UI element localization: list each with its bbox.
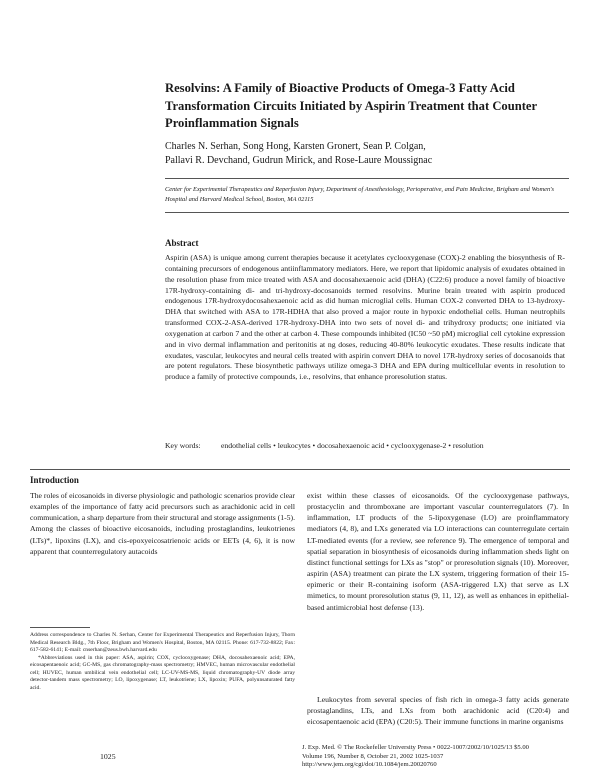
correspondence-footnote: Address correspondence to Charles N. Serhan, Center for Experimental Therapeutics and Reperfusion Injury, Thorn Medical Research Bldg., 7th Floor, Brigham and Women's Hospital, Boston, MA 02115. Phone: 617-732-8822; Fax: 617-582-6141; E-mail: cnserhan@zeus.bwh.harvard.edu: [30, 632, 295, 653]
abstract-heading: Abstract: [165, 238, 199, 248]
authors-line-1: Charles N. Serhan, Song Hong, Karsten Gronert, Sean P. Colgan,: [165, 141, 426, 152]
keywords: [165, 441, 565, 452]
introduction-left-column: The roles of eicosanoids in diverse physiologic and pathologic scenarios provide clear examples of the importance of fatty acid precursors such as arachidonic acid in cell communication, a sharp departure from their structural and storage assignments (1-5). Among the classes of bioactive eicosanoids, including prostaglandins, leukotrienes (LTs)*, lipoxins (LX), and cis-epoxyeicosatrienoic acids or EETs (4, 6), it is now apparent that counterregulatory autacoids: [30, 491, 295, 556]
introduction-heading: Introduction: [30, 475, 79, 485]
citation-line-2: Volume 196, Number 8, October 21, 2002 1025-1037: [302, 752, 444, 760]
introduction-right-column-paragraph-2: Leukocytes from several species of fish rich in omega-3 fatty acids generate prostaglandins, LTs, and LXs from both arachidonic acid (C20:4) and eicosapentaenoic acid (EPA) (C20:5). Their immune functions in marine organisms: [307, 695, 569, 727]
section-divider: [30, 469, 570, 470]
citation-line-1: J. Exp. Med. © The Rockefeller University Press • 0022-1007/2002/10/1025/13 $5.00: [302, 744, 529, 751]
keywords-label: Key words:: [165, 441, 201, 450]
introduction-right-column: exist within these classes of eicosanoids. Of the cyclooxygenase pathways, prostacyclin and thromboxane are important vascular counterregulators (7). In inflammation, LT products of the 5-lipoxygenase (LO) are proinflammatory mediators (4, 8), and LXs generated via LO interactions can counterregulate certain LT-mediated events (for a review, see reference 9). The emergence of temporal and spatial separation in biosynthesis of eicosanoids during inflammation sheds light on distinct functional settings for LXs as "stop" or proresolution signals (10). Moreover, aspirin (ASA) treatment can pirate the LX system, triggering formation of their 15-epimeric or their R-containing isoform (ASA-triggered LX) that serve as LX mimetics, to mount proresolution status (9, 11, 12), as well as enhances in epithelial-based antimicrobial host defense (13).: [307, 491, 569, 612]
abbreviations-footnote: *Abbreviations used in this paper: ASA, aspirin; COX, cyclooxygenase; DHA, docosahexaenoic acid; EPA, eicosapentaenoic acid; GC-MS, gas chromatography-mass spectrometry; HMVEC, human microvascular endothelial cell; HUVEC, human umbilical vein endothelial cell; LC-UV-MS-MS, liquid chromatography-UV diode array detector-tandem mass spectrometry; LO, lipoxygenase; LT, leukotriene; LX, lipoxin; PUFA, polyunsaturated fatty acid.: [30, 654, 295, 691]
footnotes: [30, 632, 295, 692]
affiliation-top-rule: [165, 178, 569, 179]
affiliation: Center for Experimental Therapeutics and Reperfusion Injury, Department of Anesthesiology, Perioperative, and Pain Medicine, Brigham and Women's Hospital and Harvard Medical School, Boston, MA 02115: [165, 186, 555, 203]
paper-title: Resolvins: A Family of Bioactive Products of Omega-3 Fatty Acid Transformation Circuits Initiated by Aspirin Treatment that Counter Proinflammation Signals: [165, 81, 537, 130]
abstract-text: Aspirin (ASA) is unique among current therapies because it acetylates cyclooxygenase (COX)-2 enabling the biosynthesis of R-containing precursors of endogenous antiinflammatory mediators. Here, we report that lipidomic analysis of exudates obtained in the resolution phase from mice treated with ASA and docosahexaenoic acid (DHA) (C22:6) produce a novel family of bioactive 17R-hydroxy-containing di- and tri-hydroxy-docosanoids termed resolvins. Murine brain treated with aspirin produced endogenous 17R-hydroxydocosahexaenoic acid as did human microglial cells. Human COX-2 converted DHA to 13-hydroxy-DHA that switched with ASA to 17R-HDHA that also proved a major route in hypoxic endothelial cells. Human neutrophils transformed COX-2-ASA-derived 17R-hydroxy-DHA into two sets of novel di- and trihydroxy products; one initiated via oxygenation at carbon 7 and the other at carbon 4. These compounds inhibited (IC50 ~50 pM) microglial cell cytokine expression and in vivo dermal inflammation and peritonitis at ng doses, reducing 40-80% leukocytic exudates. These results indicate that exudates, vascular, leukocytes and neural cells treated with aspirin convert DHA to novel 17R-hydroxy series of docosanoids that are potent regulators. These biosynthetic pathways utilize omega-3 DHA and EPA during multicellular events in resolution to produce a family of protective compounds, i.e., resolvins, that enhance proresolution status.: [165, 253, 565, 382]
citation-doi-link[interactable]: http://www.jem.org/cgi/doi/10.1084/jem.20020760: [302, 761, 437, 769]
footnote-rule: [30, 627, 90, 628]
authors-line-2: Pallavi R. Devchand, Gudrun Mirick, and Rose-Laure Moussignac: [165, 155, 433, 166]
page-number: 1025: [100, 752, 116, 761]
journal-citation: [302, 744, 582, 770]
affiliation-bottom-rule: [165, 212, 569, 213]
keywords-list: endothelial cells • leukocytes • docosahexaenoic acid • cyclooxygenase-2 • resolution: [221, 441, 484, 450]
